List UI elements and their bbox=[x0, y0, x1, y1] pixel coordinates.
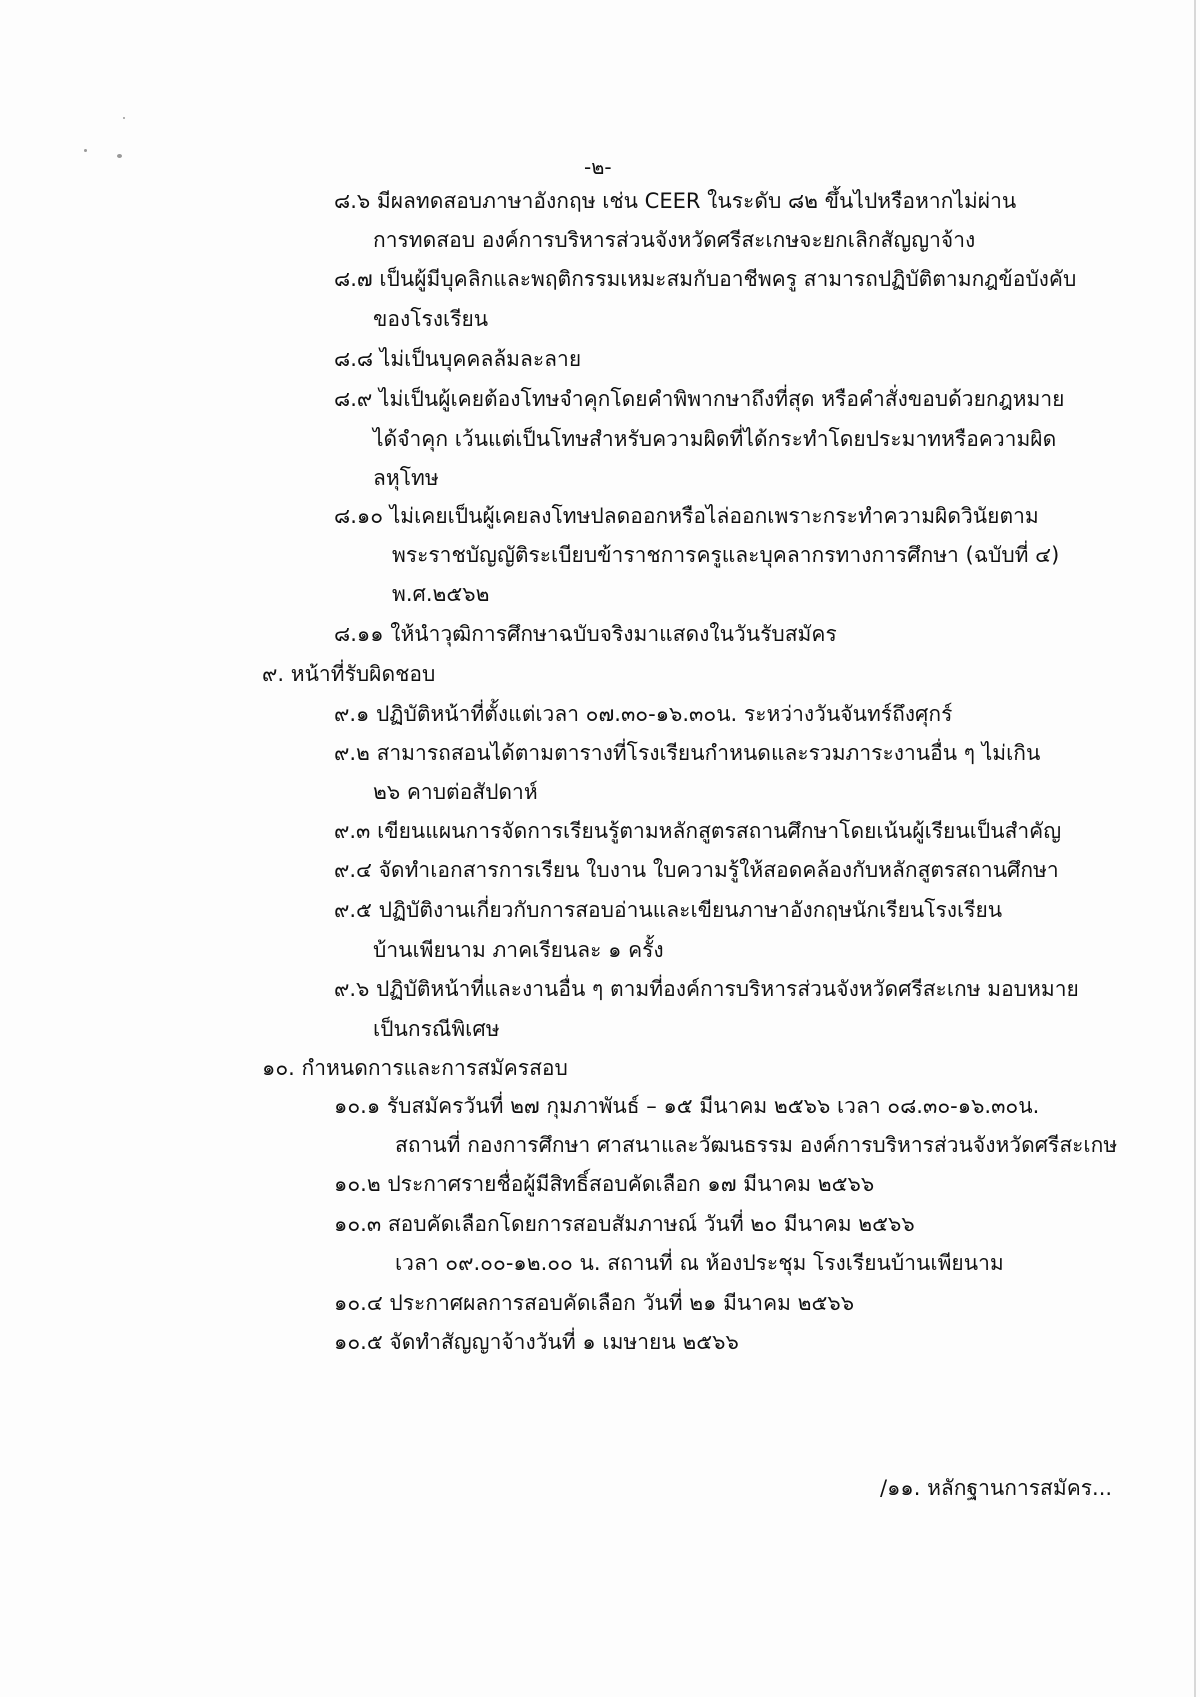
text-line: ๙.๑ ปฏิบัติหน้าที่ตั้งแต่เวลา ๐๗.๓๐-๑๖.๓๐น. ระหว่างวันจันทร์ถึงศุกร์ bbox=[334, 702, 953, 726]
text-line: ๘.๖ มีผลทดสอบภาษาอังกฤษ เช่น CEER ในระดับ ๘๒ ขึ้นไปหรือหากไม่ผ่าน bbox=[334, 189, 1017, 213]
text-line: เป็นกรณีพิเศษ bbox=[373, 1017, 500, 1041]
text-line: ๑๐.๓ สอบคัดเลือกโดยการสอบสัมภาษณ์ วันที่ ๒๐ มีนาคม ๒๕๖๖ bbox=[334, 1212, 915, 1236]
text-line: การทดสอบ องค์การบริหารส่วนจังหวัดศรีสะเกษจะยกเลิกสัญญาจ้าง bbox=[373, 228, 976, 252]
text-line: สถานที่ กองการศึกษา ศาสนาและวัฒนธรรม องค์การบริหารส่วนจังหวัดศรีสะเกษ bbox=[395, 1133, 1118, 1157]
text-line: ๙.๖ ปฏิบัติหน้าที่และงานอื่น ๆ ตามที่องค์การบริหารส่วนจังหวัดศรีสะเกษ มอบหมาย bbox=[334, 977, 1079, 1001]
text-line: บ้านเพียนาม ภาคเรียนละ ๑ ครั้ง bbox=[373, 938, 664, 962]
text-line: ๘.๗ เป็นผู้มีบุคลิกและพฤติกรรมเหมะสมกับอาชีพครู สามารถปฏิบัติตามกฎข้อบังคับ bbox=[334, 267, 1077, 291]
section-heading: ๑๐. กำหนดการและการสมัครสอบ bbox=[262, 1056, 568, 1080]
scan-speck bbox=[123, 117, 125, 119]
scan-speck bbox=[84, 149, 87, 152]
text-line: ๘.๙ ไม่เป็นผู้เคยต้องโทษจำคุกโดยคำพิพากษาถึงที่สุด หรือคำสั่งขอบด้วยกฎหมาย bbox=[334, 387, 1065, 411]
text-line: ๙.๔ จัดทำเอกสารการเรียน ใบงาน ใบความรู้ให้สอดคล้องกับหลักสูตรสถานศึกษา bbox=[334, 858, 1059, 882]
text-line: พระราชบัญญัติระเบียบข้าราชการครูและบุคลากรทางการศึกษา (ฉบับที่ ๔) bbox=[392, 543, 1060, 567]
text-line: ๘.๑๐ ไม่เคยเป็นผู้เคยลงโทษปลดออกหรือไล่ออกเพราะกระทำความผิดวินัยตาม bbox=[334, 504, 1039, 528]
text-line: ๘.๘ ไม่เป็นบุคคลล้มละลาย bbox=[334, 347, 582, 371]
text-line: ๒๖ คาบต่อสัปดาห์ bbox=[373, 780, 538, 804]
text-line: ๑๐.๒ ประกาศรายชื่อผู้มีสิทธิ์สอบคัดเลือก ๑๗ มีนาคม ๒๕๖๖ bbox=[334, 1172, 875, 1196]
text-line: ๑๐.๑ รับสมัครวันที่ ๒๗ กุมภาพันธ์ – ๑๕ มีนาคม ๒๕๖๖ เวลา ๐๘.๓๐-๑๖.๓๐น. bbox=[334, 1094, 1040, 1118]
page-number: -๒- bbox=[584, 155, 612, 179]
text-line: พ.ศ.๒๕๖๒ bbox=[392, 582, 490, 606]
text-line: ๑๐.๕ จัดทำสัญญาจ้างวันที่ ๑ เมษายน ๒๕๖๖ bbox=[334, 1330, 739, 1354]
section-heading: ๙. หน้าที่รับผิดชอบ bbox=[262, 662, 436, 686]
text-line: ๘.๑๑ ให้นำวุฒิการศึกษาฉบับจริงมาแสดงในวันรับสมัคร bbox=[334, 622, 837, 646]
text-line: ๙.๒ สามารถสอนได้ตามตารางที่โรงเรียนกำหนดและรวมภาระงานอื่น ๆ ไม่เกิน bbox=[334, 741, 1041, 765]
text-line: เวลา ๐๙.๐๐-๑๒.๐๐ น. สถานที่ ณ ห้องประชุม โรงเรียนบ้านเพียนาม bbox=[395, 1251, 1004, 1275]
scan-edge-line bbox=[1194, 0, 1196, 1697]
text-line: ลหุโทษ bbox=[373, 466, 439, 490]
text-line: ๙.๕ ปฏิบัติงานเกี่ยวกับการสอบอ่านและเขียนภาษาอังกฤษนักเรียนโรงเรียน bbox=[334, 898, 1003, 922]
text-line: ๑๐.๔ ประกาศผลการสอบคัดเลือก วันที่ ๒๑ มีนาคม ๒๕๖๖ bbox=[334, 1291, 855, 1315]
text-line: ๙.๓ เขียนแผนการจัดการเรียนรู้ตามหลักสูตรสถานศึกษาโดยเน้นผู้เรียนเป็นสำคัญ bbox=[334, 819, 1062, 843]
text-line: ของโรงเรียน bbox=[373, 307, 489, 331]
text-line: ได้จำคุก เว้นแต่เป็นโทษสำหรับความผิดที่ได้กระทำโดยประมาทหรือความผิด bbox=[373, 427, 1057, 451]
scan-speck bbox=[117, 154, 122, 158]
continuation-note: /๑๑. หลักฐานการสมัคร... bbox=[880, 1476, 1113, 1500]
